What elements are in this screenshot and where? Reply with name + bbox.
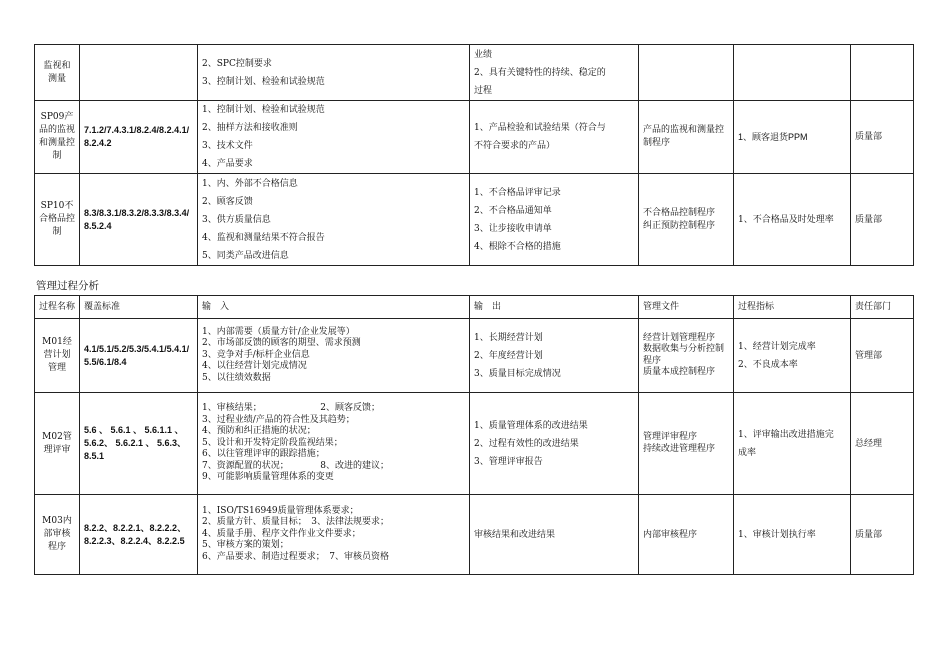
inputs-cell	[198, 495, 470, 575]
input-line: 2、市场部反馈的顾客的期望、需求预测	[202, 338, 361, 349]
input-line: 1、控制计划、检验和试验规范	[202, 105, 325, 115]
input-line: 3、过程业绩/产品的符合性及其趋势；	[202, 414, 355, 425]
output-line: 4、根除不合格的措施	[474, 241, 561, 252]
standard-cell: 7.1.2/7.4.3.1/8.2.4/8.2.4.1/8.2.4.2	[80, 101, 198, 174]
documents-cell	[639, 495, 734, 575]
output-line: 2、不合格品通知单	[474, 205, 552, 216]
header-documents: 管理文件	[639, 296, 734, 319]
inputs-cell	[198, 319, 470, 393]
table-row	[35, 495, 914, 575]
input-line: 5、审核方案的策划；	[202, 540, 289, 551]
document-line: 经营计划管理程序	[643, 332, 716, 343]
documents-cell	[639, 45, 734, 101]
input-line: 1、ISO/TS16949质量管理体系要求；	[202, 505, 359, 516]
input-line: 2、抽样方法和接收准则	[202, 123, 298, 133]
inputs-cell	[198, 101, 470, 174]
indicators-cell	[734, 393, 851, 495]
inputs-cell	[198, 45, 470, 101]
input-line: 3、供方质量信息	[202, 214, 271, 225]
management-process-table	[34, 295, 914, 575]
header-outputs: 输 出	[470, 296, 639, 319]
table-header-row	[35, 296, 914, 319]
input-line: 3、控制计划、检验和试验规范	[202, 76, 325, 87]
indicator-line: 1、评审输出改进措施完	[738, 429, 834, 440]
standard-cell	[80, 45, 198, 101]
output-line: 3、管理评审报告	[474, 456, 543, 467]
inputs-cell	[198, 393, 470, 495]
outputs-cell	[470, 319, 639, 393]
input-line: 2、顾客反馈	[202, 196, 253, 207]
output-line: 2、年度经营计划	[474, 350, 543, 361]
standard-cell: 8.3/8.3.1/8.3.2/8.3.3/8.3.4/8.5.2.4	[80, 174, 198, 266]
table-row	[35, 101, 914, 174]
outputs-cell	[470, 495, 639, 575]
input-line: 6、产品要求、制造过程要求； 7、审核员资格	[202, 551, 389, 562]
documents-cell	[639, 393, 734, 495]
indicators-cell	[734, 45, 851, 101]
header-indicators: 过程指标	[734, 296, 851, 319]
process-name-cell: 监视和测量	[35, 45, 80, 101]
process-name-cell: SP10不合格品控制	[35, 174, 80, 266]
section-title: 管理过程分析	[36, 280, 99, 292]
input-line: 4、预防和纠正措施的状况；	[202, 426, 316, 437]
document-line: 管理评审程序	[643, 432, 698, 442]
support-process-table	[34, 44, 914, 266]
input-line: 1、内部需要（质量方针/企业发展等）	[202, 326, 355, 337]
table-row	[35, 174, 914, 266]
input-line: 5、以往绩效数据	[202, 372, 271, 383]
input-line: 2、SPC控制要求	[202, 58, 272, 69]
output-line: 业绩	[474, 49, 493, 60]
header-department: 责任部门	[851, 296, 914, 319]
output-line: 3、让步接收申请单	[474, 223, 552, 234]
output-line: 过程	[474, 85, 493, 96]
department-cell: 管理部	[851, 319, 914, 393]
table-row	[35, 319, 914, 393]
output-line: 1、产品检验和试验结果（符合与	[474, 123, 606, 133]
inputs-cell	[198, 174, 470, 266]
indicator-line: 1、经营计划完成率	[738, 341, 816, 352]
input-line: 5、设计和开发特定阶段监视结果；	[202, 437, 343, 448]
output-line: 1、质量管理体系的改进结果	[474, 420, 588, 431]
table-row	[35, 393, 914, 495]
output-line: 1、长期经营计划	[474, 332, 543, 343]
document-line: 数据收集与分析控制程序	[643, 344, 725, 366]
table-row	[35, 45, 914, 101]
process-name-cell: SP09产品的监视和测量控制	[35, 101, 80, 174]
output-line: 2、过程有效性的改进结果	[474, 438, 579, 449]
standard-cell: 8.2.2、8.2.2.1、8.2.2.2、8.2.2.3、8.2.2.4、8.2.2.5	[80, 495, 198, 575]
department-cell: 质量部	[851, 495, 914, 575]
input-line: 4、以往经营计划完成情况	[202, 361, 307, 372]
input-line: 4、监视和测量结果不符合报告	[202, 232, 325, 243]
input-line: 3、竞争对手/标杆企业信息	[202, 349, 310, 360]
input-line: 9、可能影响质量管理体系的变更	[202, 472, 334, 483]
document-line: 质量本成控制程序	[643, 367, 716, 377]
department-cell	[851, 45, 914, 101]
input-line: 1、审核结果； 2、顾客反馈；	[202, 403, 380, 414]
standard-cell: 5.6 、 5.6.1 、 5.6.1.1 、 5.6.2、 5.6.2.1 、 5.6.3、 8.5.1	[80, 393, 198, 495]
documents-cell: 产品的监视和测量控制程序	[639, 101, 734, 174]
input-line: 4、产品要求	[202, 159, 253, 169]
indicator-line: 1、审核计划执行率	[738, 529, 816, 540]
documents-cell	[639, 319, 734, 393]
department-cell: 总经理	[851, 393, 914, 495]
output-line: 1、不合格品评审记录	[474, 187, 561, 198]
input-line: 4、质量手册、程序文件作业文件要求；	[202, 528, 361, 539]
indicators-cell: 1、不合格品及时处理率	[734, 174, 851, 266]
process-name-cell: M01经营计划管理	[35, 319, 80, 393]
indicators-cell	[734, 319, 851, 393]
document-line: 内部审核程序	[643, 529, 698, 540]
standard-cell: 4.1/5.1/5.2/5.3/5.4.1/5.4.1/5.5/6.1/8.4	[80, 319, 198, 393]
department-cell: 质量部	[851, 101, 914, 174]
header-inputs: 输 入	[198, 296, 470, 319]
document-line: 持续改进管理程序	[643, 443, 716, 454]
input-line: 6、以往管理评审的跟踪措施；	[202, 449, 325, 460]
indicators-cell	[734, 495, 851, 575]
input-line: 1、内、外部不合格信息	[202, 178, 298, 189]
header-process: 过程名称	[35, 296, 80, 319]
indicators-cell: 1、顾客退货PPM	[734, 101, 851, 174]
output-line: 3、质量目标完成情况	[474, 368, 561, 379]
department-cell: 质量部	[851, 174, 914, 266]
input-line: 2、质量方针、质量目标； 3、法律法规要求；	[202, 517, 389, 528]
process-name-cell: M02管理评审	[35, 393, 80, 495]
input-line: 5、同类产品改进信息	[202, 250, 289, 261]
process-name-cell: M03内部审核程序	[35, 495, 80, 575]
indicator-line: 2、不良成本率	[738, 359, 798, 370]
input-line: 3、技术文件	[202, 141, 253, 151]
output-line: 不符合要求的产品）	[474, 141, 556, 151]
input-line: 7、资源配置的状况； 8、改进的建议；	[202, 460, 389, 471]
outputs-cell	[470, 101, 639, 174]
outputs-cell	[470, 174, 639, 266]
outputs-cell	[470, 45, 639, 101]
indicator-line: 成率	[738, 447, 757, 458]
output-line: 2、具有关键特性的持续、稳定的	[474, 67, 606, 78]
output-line: 审核结果和改进结果	[474, 529, 556, 540]
header-standard: 覆盖标准	[80, 296, 198, 319]
documents-cell: 不合格品控制程序 纠正预防控制程序	[639, 174, 734, 266]
outputs-cell	[470, 393, 639, 495]
